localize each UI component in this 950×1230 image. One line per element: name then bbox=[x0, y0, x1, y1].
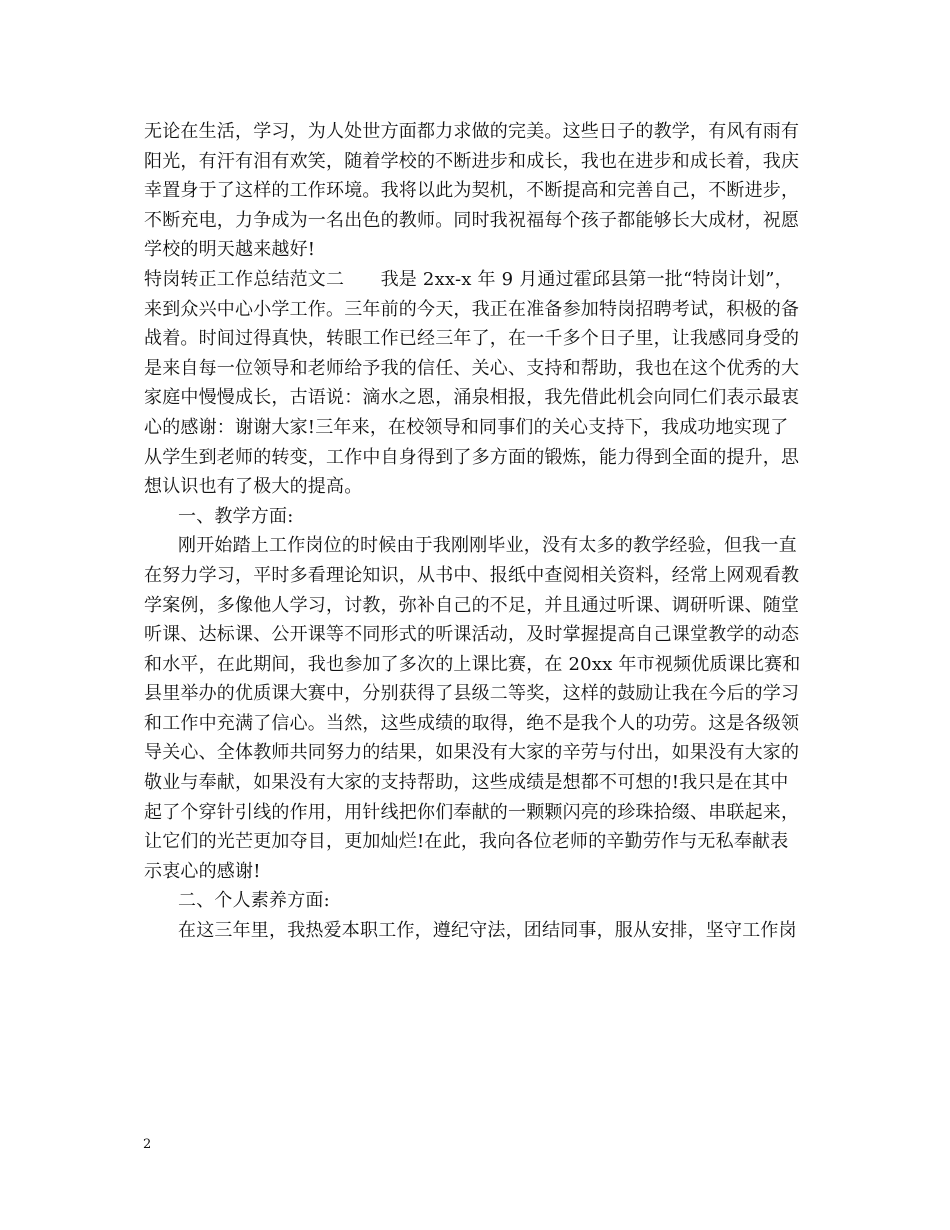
text-line: 敬业与奉献，如果没有大家的支持帮助，这些成绩是想都不可想的!我只是在其中 bbox=[144, 772, 789, 794]
text-line: 不断充电，力争成为一名出色的教师。同时我祝福每个孩子都能够长大成材，祝愿 bbox=[144, 209, 800, 231]
text-line: 听课、达标课、公开课等不同形式的听课活动，及时掌握提高自己课堂教学的动态 bbox=[144, 624, 800, 646]
text-line: 来到众兴中心小学工作。三年前的今天，我正在准备参加特岗招聘考试，积极的备 bbox=[144, 298, 800, 320]
text-line: 和工作中充满了信心。当然，这些成绩的取得，绝不是我个人的功劳。这是各级领 bbox=[144, 712, 800, 734]
text-line: 在努力学习，平时多看理论知识，从书中、报纸中查阅相关资料，经常上网观看教 bbox=[144, 564, 800, 586]
text-line: 特岗转正工作总结范文二 我是 2xx-x 年 9 月通过霍邱县第一批“特岗计划”， bbox=[144, 268, 793, 290]
text-line: 是来自每一位领导和老师给予我的信任、关心、支持和帮助，我也在这个优秀的大 bbox=[144, 357, 800, 379]
text-line: 学校的明天越来越好! bbox=[144, 239, 316, 261]
document-body bbox=[144, 117, 810, 946]
text-line: 幸置身于了这样的工作环境。我将以此为契机，不断提高和完善自己，不断进步， bbox=[144, 180, 800, 202]
text-line: 和水平，在此期间，我也参加了多次的上课比赛，在 20xx 年市视频优质课比赛和 bbox=[144, 653, 801, 675]
text-line: 让它们的光芒更加夺目，更加灿烂!在此，我向各位老师的辛勤劳作与无私奉献表 bbox=[144, 831, 789, 853]
text-line: 起了个穿针引线的作用，用针线把你们奉献的一颗颗闪亮的珍珠拾缀、串联起来， bbox=[144, 801, 800, 823]
text-line: 刚开始踏上工作岗位的时候由于我刚刚毕业，没有太多的教学经验，但我一直 bbox=[178, 535, 797, 557]
text-line: 心的感谢：谢谢大家!三年来，在校领导和同事们的关心支持下，我成功地实现了 bbox=[144, 416, 789, 438]
page-number: 2 bbox=[143, 1137, 152, 1152]
text-line: 学案例，多像他人学习，讨教，弥补自己的不足，并且通过听课、调研听课、随堂 bbox=[144, 594, 800, 616]
text-line: 导关心、全体教师共同努力的结果，如果没有大家的辛劳与付出，如果没有大家的 bbox=[144, 742, 800, 764]
text-line: 想认识也有了极大的提高。 bbox=[144, 476, 363, 498]
text-line: 无论在生活，学习，为人处世方面都力求做的完美。这些日子的教学，有风有雨有 bbox=[144, 121, 800, 142]
text-line: 阳光，有汗有泪有欢笑，随着学校的不断进步和成长，我也在进步和成长着，我庆 bbox=[144, 150, 800, 172]
text-line: 示衷心的感谢! bbox=[144, 860, 261, 882]
text-line: 二、个人素养方面: bbox=[178, 890, 330, 912]
text-line: 从学生到老师的转变，工作中自身得到了多方面的锻炼，能力得到全面的提升，思 bbox=[144, 446, 800, 468]
text-line: 在这三年里，我热爱本职工作，遵纪守法，团结同事，服从安排，坚守工作岗 bbox=[178, 920, 797, 942]
text-line: 一、教学方面: bbox=[178, 505, 294, 527]
text-line: 县里举办的优质课大赛中，分别获得了县级二等奖，这样的鼓励让我在今后的学习 bbox=[144, 683, 800, 705]
text-line: 战着。时间过得真快，转眼工作已经三年了，在一千多个日子里，让我感同身受的 bbox=[144, 328, 800, 350]
text-line: 家庭中慢慢成长，古语说：滴水之恩，涌泉相报，我先借此机会向同仁们表示最衷 bbox=[144, 387, 800, 409]
